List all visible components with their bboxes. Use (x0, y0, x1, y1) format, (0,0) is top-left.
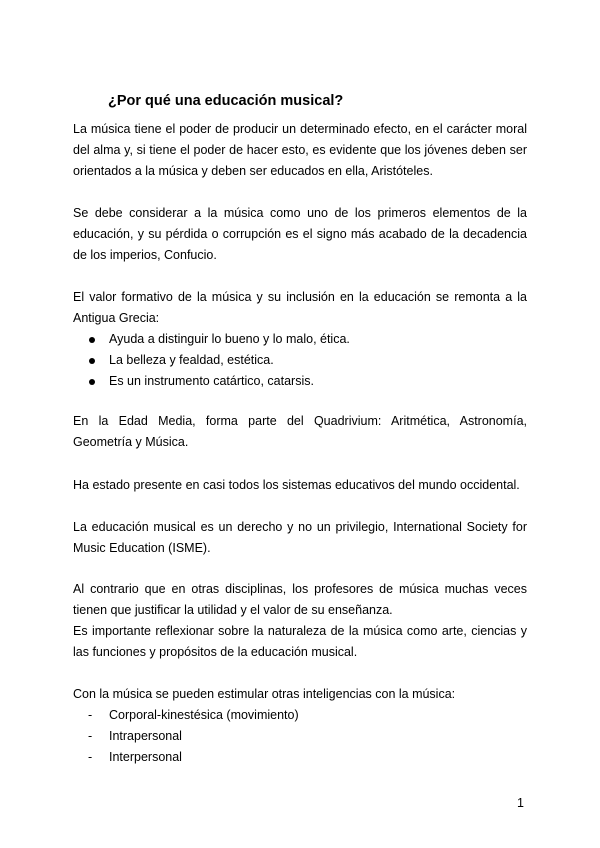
paragraph-isme: La educación musical es un derecho y no un privilegio, International Society for Music Education (ISME). (73, 520, 527, 555)
dash-marker: - (88, 729, 93, 743)
intelligences-list (73, 705, 527, 768)
list-item (73, 705, 527, 726)
list-item (73, 747, 527, 768)
dash-marker: - (88, 708, 93, 722)
bullet-icon (89, 337, 95, 343)
paragraph-grecia: El valor formativo de la música y su inclusión en la educación se remonta a la Antigua Grecia: (73, 290, 527, 325)
list-item-text: Intrapersonal (109, 729, 182, 743)
page-number: 1 (517, 796, 524, 810)
list-item (73, 726, 527, 747)
paragraph-justificar: Al contrario que en otras disciplinas, los profesores de música muchas veces tienen que justificar la utilidad y el valor de su enseñanza. (73, 582, 527, 617)
list-item-text: La belleza y fealdad, estética. (109, 353, 274, 367)
bullet-icon (89, 379, 95, 385)
list-item (73, 371, 527, 392)
list-item-text: Interpersonal (109, 750, 182, 764)
list-item (73, 350, 527, 371)
paragraph-edad-media: En la Edad Media, forma parte del Quadrivium: Aritmética, Astronomía, Geometría y Música. (73, 414, 527, 449)
list-item-text: Ayuda a distinguir lo bueno y lo malo, ética. (109, 332, 350, 346)
paragraph-aristoteles: La música tiene el poder de producir un determinado efecto, en el carácter moral del alma y, si tiene el poder de hacer esto, es evidente que los jóvenes deben ser orientados a la música y deben ser educados en ella, Aristóteles. (73, 122, 527, 178)
list-item-text: Es un instrumento catártico, catarsis. (109, 374, 314, 388)
document-title: ¿Por qué una educación musical? (108, 93, 344, 109)
list-item (73, 329, 527, 350)
bullet-icon (89, 358, 95, 364)
dash-marker: - (88, 750, 93, 764)
greek-values-list (73, 329, 527, 392)
paragraph-occidental: Ha estado presente en casi todos los sistemas educativos del mundo occidental. (73, 478, 520, 492)
paragraph-reflexionar: Es importante reflexionar sobre la naturaleza de la música como arte, ciencias y las funciones y propósitos de la educación musical. (73, 624, 527, 659)
paragraph-confucio: Se debe considerar a la música como uno de los primeros elementos de la educación, y su pérdida o corrupción es el signo más acabado de la decadencia de los imperios, Confucio. (73, 206, 527, 262)
paragraph-inteligencias: Con la música se pueden estimular otras inteligencias con la música: (73, 687, 456, 701)
list-item-text: Corporal-kinestésica (movimiento) (109, 708, 299, 722)
